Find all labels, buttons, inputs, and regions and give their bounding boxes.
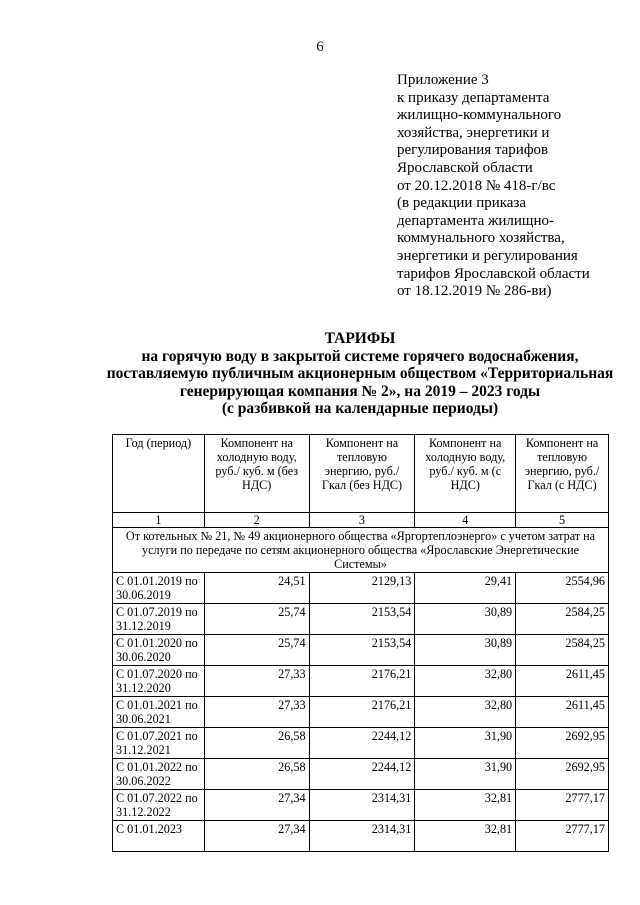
cell-period: С 01.07.2019 по 31.12.2019 xyxy=(113,604,205,635)
title-line: (с разбивкой на календарные периоды) xyxy=(221,400,499,418)
cell-period: С 01.07.2021 по 31.12.2021 xyxy=(113,728,205,759)
cell-cold-vat: 32,81 xyxy=(415,821,516,852)
table-row xyxy=(113,821,609,852)
cell-period: С 01.01.2021 по 30.06.2021 xyxy=(113,697,205,728)
cell-heat-no-vat: 2244,12 xyxy=(309,759,415,790)
page-number: 6 xyxy=(316,39,324,55)
cell-period: С 01.01.2019 по 30.06.2019 xyxy=(113,573,205,604)
header-cold-vat: Компонент на холодную воду, руб./ куб. м (с НДС) xyxy=(415,435,516,513)
cell-cold-vat: 31,90 xyxy=(415,728,516,759)
cell-heat-vat: 2554,96 xyxy=(516,573,609,604)
table-row xyxy=(113,759,609,790)
header-cold-no-vat: Компонент на холодную воду, руб./ куб. м (без НДС) xyxy=(204,435,309,513)
cell-heat-vat: 2692,95 xyxy=(516,728,609,759)
cell-cold-vat: 30,89 xyxy=(415,635,516,666)
cell-cold-no-vat: 25,74 xyxy=(204,635,309,666)
cell-heat-no-vat: 2129,13 xyxy=(309,573,415,604)
table-row xyxy=(113,635,609,666)
cell-period: С 01.07.2022 по 31.12.2022 xyxy=(113,790,205,821)
cell-cold-no-vat: 27,34 xyxy=(204,790,309,821)
cell-cold-vat: 32,81 xyxy=(415,790,516,821)
header-heat-no-vat: Компонент на тепловую энергию, руб./Гкал (без НДС) xyxy=(309,435,415,513)
appendix-line: Приложение 3 xyxy=(397,72,489,88)
cell-heat-vat: 2611,45 xyxy=(516,666,609,697)
section-title: От котельных № 21, № 49 акционерного общества «Яргортеплоэнерго» с учетом затрат на услуги по передаче по сетям акционерного общества «Ярославские Энергетические Системы» xyxy=(113,528,609,573)
title-line: на горячую воду в закрытой системе горячего водоснабжения, xyxy=(141,347,579,365)
appendix-line: регулирования тарифов xyxy=(397,142,549,159)
cell-heat-no-vat: 2176,21 xyxy=(309,697,415,728)
appendix-line: департамента жилищно- xyxy=(397,212,554,229)
cell-heat-vat: 2611,45 xyxy=(516,697,609,728)
title-line: генерирующая компания № 2», на 2019 – 2023 годы xyxy=(179,382,541,400)
cell-cold-no-vat: 26,58 xyxy=(204,759,309,790)
column-number-row xyxy=(113,513,609,528)
cell-heat-no-vat: 2176,21 xyxy=(309,666,415,697)
column-number: 4 xyxy=(415,513,516,528)
appendix-line: тарифов Ярославской области xyxy=(397,265,590,282)
table-row xyxy=(113,604,609,635)
tariff-table xyxy=(112,434,609,852)
cell-cold-vat: 31,90 xyxy=(415,759,516,790)
appendix-line: Ярославской области xyxy=(397,159,533,176)
cell-heat-vat: 2692,95 xyxy=(516,759,609,790)
cell-heat-no-vat: 2153,54 xyxy=(309,635,415,666)
document-title xyxy=(100,330,620,418)
appendix-line: энергетики и регулирования xyxy=(397,247,578,264)
appendix-line: от 18.12.2019 № 286-ви) xyxy=(397,283,552,300)
cell-cold-no-vat: 27,34 xyxy=(204,821,309,852)
appendix-line: от 20.12.2018 № 418-г/вс xyxy=(397,177,556,194)
table-row xyxy=(113,697,609,728)
cell-heat-no-vat: 2314,31 xyxy=(309,821,415,852)
appendix-reference xyxy=(397,72,627,301)
appendix-line: жилищно-коммунального xyxy=(397,107,562,124)
cell-cold-vat: 32,80 xyxy=(415,666,516,697)
title-line: поставляемую публичным акционерным обществом «Территориальная xyxy=(106,365,614,383)
cell-heat-vat: 2584,25 xyxy=(516,604,609,635)
cell-period: С 01.01.2020 по 30.06.2020 xyxy=(113,635,205,666)
column-number: 5 xyxy=(516,513,609,528)
cell-heat-no-vat: 2244,12 xyxy=(309,728,415,759)
cell-cold-vat: 32,80 xyxy=(415,697,516,728)
table-header-row xyxy=(113,435,609,513)
cell-heat-vat: 2777,17 xyxy=(516,790,609,821)
appendix-line: (в редакции приказа xyxy=(397,195,527,212)
cell-period: С 01.07.2020 по 31.12.2020 xyxy=(113,666,205,697)
cell-cold-no-vat: 24,51 xyxy=(204,573,309,604)
appendix-line: хозяйства, энергетики и xyxy=(397,124,550,141)
column-number: 1 xyxy=(113,513,205,528)
cell-cold-vat: 30,89 xyxy=(415,604,516,635)
appendix-line: к приказу департамента xyxy=(397,89,550,106)
section-row xyxy=(113,528,609,573)
column-number: 3 xyxy=(309,513,415,528)
cell-cold-no-vat: 27,33 xyxy=(204,697,309,728)
cell-cold-no-vat: 25,74 xyxy=(204,604,309,635)
cell-cold-no-vat: 27,33 xyxy=(204,666,309,697)
header-period: Год (период) xyxy=(113,435,205,513)
column-number: 2 xyxy=(204,513,309,528)
cell-heat-no-vat: 2153,54 xyxy=(309,604,415,635)
cell-cold-no-vat: 26,58 xyxy=(204,728,309,759)
cell-cold-vat: 29,41 xyxy=(415,573,516,604)
cell-period: С 01.01.2023 xyxy=(113,821,205,852)
table-row xyxy=(113,728,609,759)
cell-heat-vat: 2777,17 xyxy=(516,821,609,852)
appendix-line: коммунального хозяйства, xyxy=(397,230,565,247)
cell-heat-vat: 2584,25 xyxy=(516,635,609,666)
table-row xyxy=(113,573,609,604)
cell-period: С 01.01.2022 по 30.06.2022 xyxy=(113,759,205,790)
cell-heat-no-vat: 2314,31 xyxy=(309,790,415,821)
table-row xyxy=(113,790,609,821)
header-heat-vat: Компонент на тепловую энергию, руб./Гкал (с НДС) xyxy=(516,435,609,513)
table-row xyxy=(113,666,609,697)
title-heading: ТАРИФЫ xyxy=(324,330,396,347)
